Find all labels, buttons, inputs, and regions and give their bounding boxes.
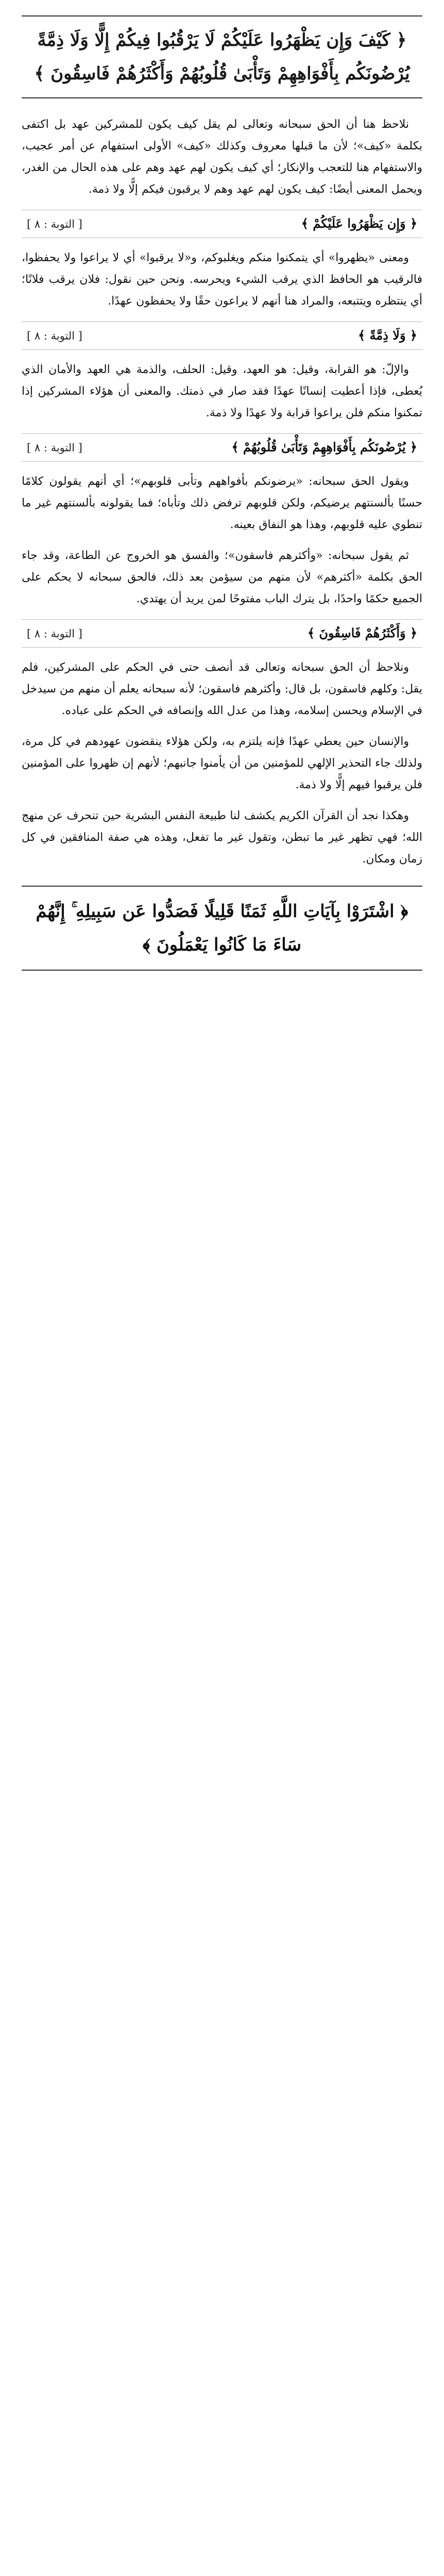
paragraph: ويقول الحق سبحانه: «يرضونكم بأفواههم وتأبى قلوبهم»؛ أي أنهم يقولون كلامًا حسنًا بألسنتهم يرضيكم، ولكن قلوبهم ترفض ذلك وتأباه؛ فما يقولونه بألسنتهم غير ما تنطوي عليه قلوبهم، وهذا هو النفاق بعينه. bbox=[22, 475, 422, 532]
verse-reference: [ التوبة : ٨ ] bbox=[27, 330, 82, 343]
quoted-verse-text: ﴿ يُرْضُونَكُم بِأَفْوَاهِهِمْ وَتَأْبَىٰ قُلُوبُهُمْ ﴾ bbox=[231, 439, 417, 455]
paragraph: ونلاحظ أن الحق سبحانه وتعالى قد أنصف حتى في الحكم على المشركين، فلم يقل: وكلهم فاسقون، بل قال: وأكثرهم فاسقون؛ لأنه سبحانه يعلم أن منهم من سيدخل في الإسلام ويحسن إسلامه، وهذا من عدل الله وإنصافه في الحكم على عباده. bbox=[22, 661, 422, 718]
closing-verse: ﴿ اشْتَرَوْا بِآيَاتِ اللَّهِ ثَمَنًا قَلِيلًا فَصَدُّوا عَن سَبِيلِهِ ۚ إِنَّهُمْ سَاءَ مَا كَانُوا يَعْمَلُونَ ﴾ bbox=[22, 886, 422, 971]
quoted-verse bbox=[22, 433, 422, 462]
paragraph: نلاحظ هنا أن الحق سبحانه وتعالى لم يقل كيف يكون للمشركين عهد بل اكتفى بكلمة «كيف»؛ لأن ما قبلها معروف وكذلك «كيف» الأولى استفهام عن أمر عجيب، والاستفهام هنا للتعجب والإنكار؛ أي كيف يكون لهم عهد وهم على هذه الحال من الغدر، ويحمل المعنى أيضًا: كيف يكون لهم عهد وهم لا يرقبون فيكم إلًّا ولا ذمة. bbox=[22, 118, 422, 196]
quoted-verse-text: ﴿ وَلَا ذِمَّةً ﴾ bbox=[358, 328, 417, 343]
verse-reference: [ التوبة : ٨ ] bbox=[27, 442, 82, 454]
verse-reference: [ التوبة : ٨ ] bbox=[27, 218, 82, 231]
header-verse: ﴿ كَيْفَ وَإِن يَظْهَرُوا عَلَيْكُمْ لَا يَرْقُبُوا فِيكُمْ إِلًّا وَلَا ذِمَّةً يُرْضُونَكُم بِأَفْوَاهِهِمْ وَتَأْبَىٰ قُلُوبُهُمْ وَأَكْثَرُهُمْ فَاسِقُونَ ﴾ bbox=[22, 15, 422, 98]
quoted-verse bbox=[22, 210, 422, 238]
verse-reference: [ التوبة : ٨ ] bbox=[27, 628, 82, 640]
paragraph: ثم يقول سبحانه: «وأكثرهم فاسقون»؛ والفسق هو الخروج عن الطاعة، وقد جاء الحق بكلمة «أكثرهم» لأن منهم من سيؤمن بعد ذلك، فالحق سبحانه لا يحكم على الجميع حكمًا واحدًا، بل يترك الباب مفتوحًا لمن يريد أن يهتدي. bbox=[22, 549, 422, 606]
quoted-verse-text: ﴿ وَإِن يَظْهَرُوا عَلَيْكُمْ ﴾ bbox=[301, 216, 417, 231]
quoted-verse-text: ﴿ وَأَكْثَرُهُمْ فَاسِقُونَ ﴾ bbox=[307, 625, 417, 641]
paragraph: ومعنى «يظهروا» أي يتمكنوا منكم ويغلبوكم، و«لا يرقبوا» أي لا يراعوا ولا يحفظوا، فالرقيب هو الحافظ الذي يرقب الشيء ويحرسه. ونحن حين نقول: فلان يرقب فلانًا؛ أي ينتظره ويتتبعه، والمراد هنا أنهم لا يراعون حقًا ولا يحفظون عهدًا. bbox=[22, 251, 422, 308]
quoted-verse bbox=[22, 321, 422, 350]
paragraph: والإلّ: هو القرابة، وقيل: هو العهد، وقيل: الحلف، والذمة هي العهد والأمان الذي يُعطى، فإذا أعطيت إنسانًا عهدًا فقد صار في ذمتك. والمعنى أن هؤلاء المشركين إذا تمكنوا منكم فلن يراعوا قرابة ولا عهدًا ولا ذمة. bbox=[22, 363, 423, 420]
paragraph: وهكذا نجد أن القرآن الكريم يكشف لنا طبيعة النفس البشرية حين تنحرف عن منهج الله؛ فهي تظهر غير ما تبطن، وتقول غير ما تفعل، وهذه هي صفة المنافقين في كل زمان ومكان. bbox=[22, 809, 422, 866]
paragraph: والإنسان حين يعطي عهدًا فإنه يلتزم به، ولكن هؤلاء ينقضون عهودهم في كل مرة، ولذلك جاء التحذير الإلهي للمؤمنين من أن يأمنوا جانبهم؛ لأنهم إن ظهروا على المؤمنين فلن يرقبوا فيهم إلًّا ولا ذمة. bbox=[22, 735, 422, 792]
quoted-verse bbox=[22, 619, 422, 648]
